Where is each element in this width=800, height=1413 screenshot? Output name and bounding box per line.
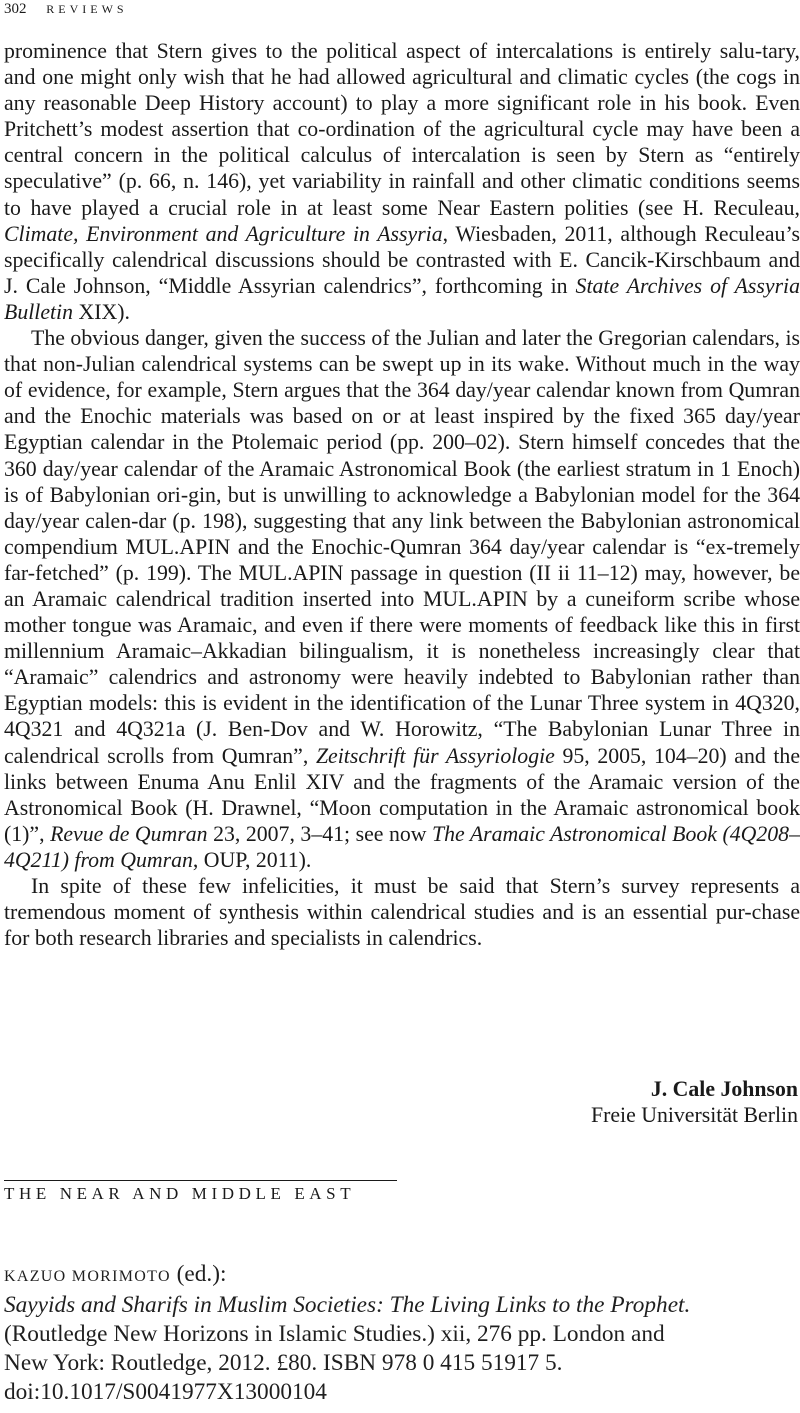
p2-italic-title-2: Revue de Qumran [50, 821, 208, 846]
review-body [4, 38, 800, 951]
p1-text-2: , Wiesbaden, 2011, although Reculeau’s specifically calendrical discussions should be contrasted with E. Cancik-Kirschbaum and J. Cale Johnson, “Middle Assyrian calendrics”, forthcoming in [4, 221, 800, 298]
section-heading: THE NEAR AND MIDDLE EAST [4, 1184, 356, 1203]
paragraph-2 [4, 325, 800, 873]
reviewer-affiliation: Freie Universität Berlin [590, 1103, 798, 1127]
p2-italic-title-1: Zeitschrift für Assyriologie [315, 743, 555, 768]
paragraph-1 [4, 38, 800, 325]
p1-text-1: prominence that Stern gives to the political aspect of intercalations is entirely salu-tary, and one might only wish that he had allowed agricultural and climatic cycles (the cogs in any reasonable Deep History account) to play a more significant role in his book. Even Pritchett’s modest assertion that co-ordination of the agricultural cycle may have been a central concern in the political calculus of intercalation is seen by Stern as “entirely speculative” (p. 66, n. 146), yet variability in rainfall and other climatic conditions seems to have played a crucial role in at least some Near Eastern polities (see H. Reculeau, [4, 39, 800, 220]
book-title: Sayyids and Sharifs in Muslim Societies: The Living Links to the Prophet. [4, 1292, 691, 1318]
paragraph-3 [4, 873, 800, 951]
book-author: KAZUO MORIMOTO [4, 1268, 171, 1285]
book-doi: doi:10.1017/S0041977X13000104 [4, 1379, 327, 1405]
running-head-title: REVIEWS [46, 2, 128, 16]
p1-text-3: XIX). [73, 299, 130, 324]
p2-text-3: 23, 2007, 3–41; see now [207, 821, 432, 846]
p2-text-2: 95, 2005, 104–20) and the links between Enuma Anu Enlil XIV and the fragments of the Aramaic version of the Astronomical Book (H. Drawnel, “Moon computation in the Aramaic astronomical book (1)”, [4, 743, 800, 846]
book-series-line: (Routledge New Horizons in Islamic Studies.) xii, 276 pp. London and [4, 1321, 665, 1347]
reviewer-signature [591, 1076, 798, 1128]
p2-text-4: , OUP, 2011). [192, 847, 312, 872]
p2-italic-title-3: The Aramaic Astronomical Book (4Q208–4Q211) from Qumran [4, 821, 800, 872]
editor-mark: (ed.): [170, 1261, 227, 1287]
running-head [4, 0, 128, 18]
p2-text-1: The obvious danger, given the success of the Julian and later the Gregorian calendars, is that non-Julian calendrical systems can be swept up in its wake. Without much in the way of evidence, for example, Stern argues that the 364 day/year calendar known from Qumran and the Enochic materials was based on or at least inspired by the fixed 365 day/year Egyptian calendar in the Ptolemaic period (pp. 200–02). Stern himself concedes that the 360 day/year calendar of the Aramaic Astronomical Book (the earliest stratum in 1 Enoch) is of Babylonian ori-gin, but is unwilling to acknowledge a Babylonian model for the 364 day/year calen-dar (p. 198), suggesting that any link between the Babylonian astronomical compendium MUL.APIN and the Enochic-Qumran 364 day/year calendar is “ex-tremely far-fetched” (p. 199). The MUL.APIN passage in question (II ii 11–12) may, however, be an Aramaic calendrical tradition inserted into MUL.APIN by a cuneiform scribe whose mother tongue was Aramaic, and even if there were moments of feedback like this in first millennium Aramaic–Akkadian bilingualism, it is nonetheless increasingly clear that “Aramaic” calendrics and astronomy were heavily indebted to Babylonian rather than Egyptian models: this is evident in the identification of the Lunar Three system in 4Q320, 4Q321 and 4Q321a (J. Ben-Dov and W. Horowitz, “The Babylonian Lunar Three in calendrical scrolls from Qumran”, [4, 326, 800, 768]
book-review-header [4, 1260, 800, 1407]
p1-italic-title-1: Climate, Environment and Agriculture in Assyria [4, 221, 443, 246]
book-publication-line: New York: Routledge, 2012. £80. ISBN 978 0 415 51917 5. [4, 1350, 563, 1376]
section-divider [4, 1180, 397, 1181]
p3-text-1: In spite of these few infelicities, it must be said that Stern’s survey represents a tremendous moment of synthesis within calendrical studies and is an essential pur-chase for both research libraries and specialists in calendrics. [4, 874, 800, 951]
reviewer-name: J. Cale Johnson [650, 1077, 798, 1101]
review-author-line [4, 1260, 800, 1291]
p1-italic-title-2: State Archives of Assyria Bulletin [4, 273, 800, 324]
page-number: 302 [4, 1, 27, 17]
